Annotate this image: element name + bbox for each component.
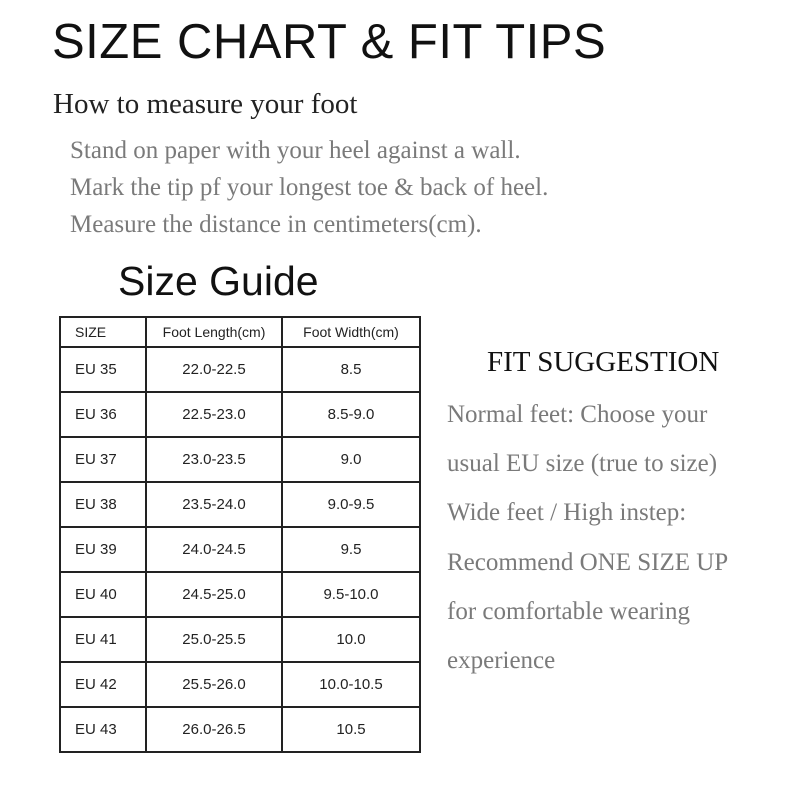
foot-width-cell: 9.5-10.0 <box>282 572 420 617</box>
column-header-foot-width: Foot Width(cm) <box>282 317 420 347</box>
fit-suggestion-line: Recommend ONE SIZE UP <box>447 548 729 576</box>
foot-length-cell: 25.5-26.0 <box>146 662 282 707</box>
fit-suggestion-text <box>447 392 728 687</box>
foot-width-cell: 10.5 <box>282 707 420 752</box>
foot-length-cell: 23.0-23.5 <box>146 437 282 482</box>
column-header-size: SIZE <box>60 317 146 347</box>
fit-suggestion-line: Normal feet: Choose your <box>447 401 708 428</box>
foot-width-cell: 8.5 <box>282 347 420 392</box>
column-header-foot-length: Foot Length(cm) <box>146 317 282 347</box>
table-row <box>60 662 420 707</box>
size-cell: EU 43 <box>60 707 146 752</box>
foot-length-cell: 24.5-25.0 <box>146 572 282 617</box>
size-cell: EU 40 <box>60 572 146 617</box>
measure-step: Measure the distance in centimeters(cm). <box>70 211 482 238</box>
fit-suggestion-line: usual EU size (true to size) <box>447 450 718 478</box>
fit-suggestion-line: Wide feet / High instep: <box>447 499 687 527</box>
table-row <box>60 572 420 617</box>
foot-length-cell: 22.0-22.5 <box>146 347 282 392</box>
fit-suggestion-line: experience <box>447 646 556 674</box>
foot-width-cell: 9.0 <box>282 437 420 482</box>
measure-step: Mark the tip pf your longest toe & back of heel. <box>70 174 549 201</box>
size-cell: EU 41 <box>60 617 146 662</box>
size-guide-title: Size Guide <box>118 258 319 304</box>
table-row <box>60 707 420 752</box>
foot-length-cell: 23.5-24.0 <box>146 482 282 527</box>
table-row <box>60 437 420 482</box>
foot-length-cell: 22.5-23.0 <box>146 392 282 437</box>
fit-suggestion-line: for comfortable wearing <box>447 597 690 625</box>
foot-length-cell: 24.0-24.5 <box>146 527 282 572</box>
size-cell: EU 36 <box>60 392 146 437</box>
foot-width-cell: 10.0 <box>282 617 420 662</box>
foot-width-cell: 9.5 <box>282 527 420 572</box>
size-cell: EU 35 <box>60 347 146 392</box>
foot-width-cell: 9.0-9.5 <box>282 482 420 527</box>
table-row <box>60 347 420 392</box>
table-row <box>60 617 420 662</box>
size-cell: EU 37 <box>60 437 146 482</box>
foot-width-cell: 8.5-9.0 <box>282 392 420 437</box>
table-row <box>60 527 420 572</box>
measure-heading: How to measure your foot <box>53 88 358 120</box>
foot-width-cell: 10.0-10.5 <box>282 662 420 707</box>
measure-steps <box>70 132 548 243</box>
foot-length-cell: 25.0-25.5 <box>146 617 282 662</box>
table-row <box>60 482 420 527</box>
fit-suggestion-title: FIT SUGGESTION <box>487 346 720 378</box>
size-cell: EU 39 <box>60 527 146 572</box>
page-title: SIZE CHART & FIT TIPS <box>52 15 607 69</box>
size-cell: EU 38 <box>60 482 146 527</box>
table-row <box>60 392 420 437</box>
table-header-row <box>60 317 420 347</box>
measure-step: Stand on paper with your heel against a wall. <box>70 137 521 164</box>
size-table <box>59 316 421 753</box>
foot-length-cell: 26.0-26.5 <box>146 707 282 752</box>
size-cell: EU 42 <box>60 662 146 707</box>
